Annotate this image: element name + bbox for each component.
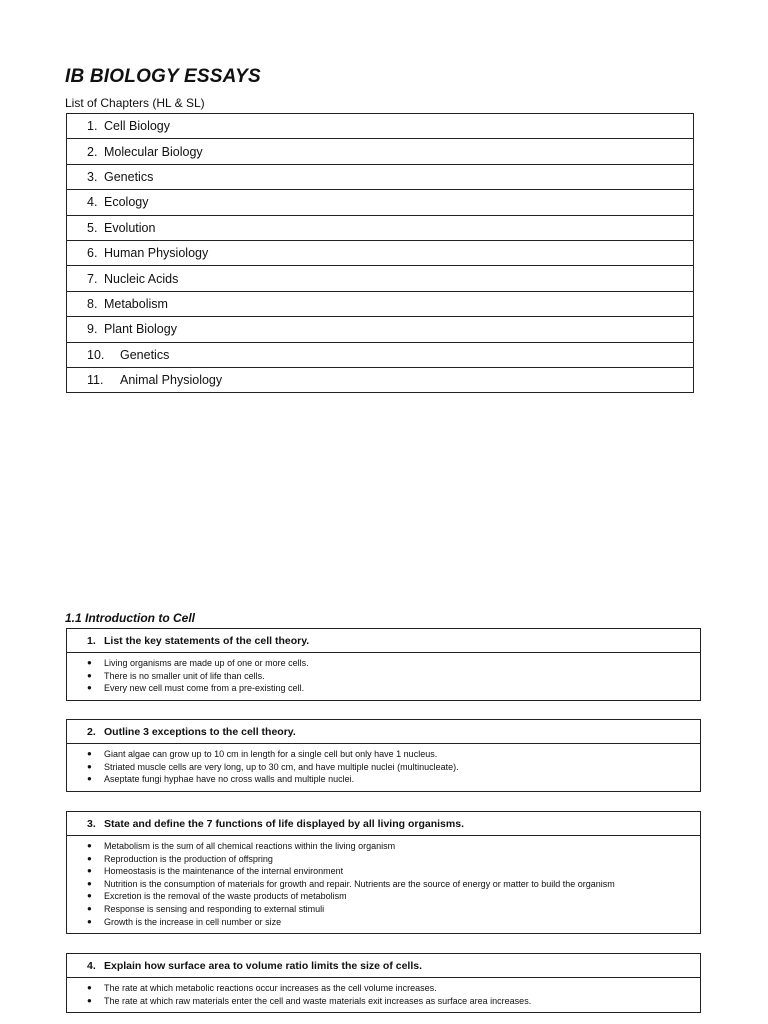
- chapter-label: Nucleic Acids: [104, 271, 179, 286]
- chapter-label: Animal Physiology: [120, 373, 223, 388]
- chapter-cell: [67, 114, 694, 139]
- question-header: [67, 812, 700, 836]
- list-item: [87, 903, 700, 916]
- chapter-row: [67, 291, 694, 316]
- chapter-label: Cell Biology: [104, 119, 171, 134]
- chapter-cell: [67, 317, 694, 342]
- list-item: [87, 657, 700, 670]
- list-item: [87, 982, 700, 995]
- answer-text: Aseptate fungi hyphae have no cross walls and multiple nuclei.: [104, 774, 355, 785]
- chapter-number: 3.: [87, 169, 98, 184]
- question-box-4: [66, 953, 701, 1013]
- question-number: 4.: [87, 959, 96, 972]
- chapter-row: [67, 215, 694, 240]
- chapter-number: 7.: [87, 271, 98, 286]
- chapter-row: [67, 240, 694, 265]
- bullet-icon: ●: [87, 891, 92, 901]
- answer-text: Every new cell must come from a pre-existing cell.: [104, 683, 305, 694]
- question-header: [67, 954, 700, 978]
- answer-text: Reproduction is the production of offspring: [104, 853, 273, 864]
- chapter-row: [67, 114, 694, 139]
- chapter-row: [67, 164, 694, 189]
- chapter-label: Molecular Biology: [104, 144, 203, 159]
- list-item: [87, 853, 700, 866]
- bullet-icon: ●: [87, 658, 92, 667]
- question-number: 1.: [87, 634, 96, 647]
- chapters-caption: List of Chapters (HL & SL): [65, 96, 205, 110]
- answer-list: [67, 978, 700, 1012]
- answer-text: Giant algae can grow up to 10 cm in length for a single cell but only have 1 nucleus.: [104, 749, 438, 759]
- bullet-icon: ●: [87, 983, 92, 992]
- answer-list: [67, 744, 700, 791]
- question-header: [67, 720, 700, 744]
- chapter-cell: [67, 240, 694, 265]
- chapter-row: [67, 266, 694, 291]
- chapter-row: [67, 342, 694, 367]
- answer-text: Homeostasis is the maintenance of the internal environment: [104, 866, 344, 877]
- chapter-label: Plant Biology: [104, 322, 177, 337]
- bullet-icon: ●: [87, 853, 92, 863]
- question-text: Outline 3 exceptions to the cell theory.: [104, 725, 296, 738]
- chapter-cell: [67, 342, 694, 367]
- chapter-cell: [67, 164, 694, 189]
- list-item: [87, 761, 700, 774]
- question-number: 3.: [87, 817, 96, 830]
- chapter-row: [67, 367, 694, 392]
- chapter-cell: [67, 215, 694, 240]
- bullet-icon: ●: [87, 761, 92, 771]
- chapter-number: 11.: [87, 373, 104, 388]
- chapter-number: 8.: [87, 296, 98, 311]
- answer-text: Nutrition is the consumption of materials for growth and repair. Nutrients are the source of energy or matter to build the organism: [104, 878, 615, 889]
- chapter-row: [67, 317, 694, 342]
- list-item: [87, 995, 700, 1008]
- chapter-number: 10.: [87, 347, 105, 362]
- page-title: IB BIOLOGY ESSAYS: [65, 66, 261, 87]
- chapter-label: Genetics: [120, 347, 170, 362]
- chapter-number: 9.: [87, 322, 98, 337]
- answer-text: There is no smaller unit of life than cells.: [104, 670, 265, 681]
- section-heading: 1.1 Introduction to Cell: [65, 611, 196, 625]
- question-number: 2.: [87, 725, 96, 738]
- answer-text: Metabolism is the sum of all chemical reactions within the living organism: [104, 841, 396, 851]
- question-box-2: [66, 719, 701, 792]
- chapter-cell: [67, 367, 694, 392]
- chapter-number: 1.: [87, 119, 98, 134]
- chapter-number: 6.: [87, 246, 98, 261]
- chapter-label: Evolution: [104, 220, 156, 235]
- answer-list: [67, 836, 700, 933]
- answer-text: Response is sensing and responding to external stimuli: [104, 903, 325, 914]
- list-item: [87, 748, 700, 761]
- bullet-icon: ●: [87, 903, 92, 913]
- question-box-3: [66, 811, 701, 934]
- answer-text: The rate at which raw materials enter the cell and waste materials exit increases as surface area increases.: [104, 995, 532, 1006]
- question-text: State and define the 7 functions of life displayed by all living organisms.: [104, 817, 464, 830]
- bullet-icon: ●: [87, 774, 92, 784]
- bullet-icon: ●: [87, 995, 92, 1005]
- list-item: [87, 916, 700, 929]
- question-header: [67, 629, 700, 653]
- answer-text: The rate at which metabolic reactions occur increases as the cell volume increases.: [104, 983, 437, 993]
- bullet-icon: ●: [87, 916, 92, 926]
- chapter-cell: [67, 139, 694, 164]
- answer-text: Growth is the increase in cell number or size: [104, 916, 282, 927]
- bullet-icon: ●: [87, 878, 92, 888]
- list-item: [87, 773, 700, 786]
- chapter-label: Genetics: [104, 169, 154, 184]
- chapter-number: 5.: [87, 220, 98, 235]
- list-item: [87, 670, 700, 683]
- chapter-number: 2.: [87, 144, 98, 159]
- list-item: [87, 840, 700, 853]
- chapters-table: [66, 113, 694, 393]
- chapter-row: [67, 190, 694, 215]
- question-text: Explain how surface area to volume ratio limits the size of cells.: [104, 959, 423, 972]
- answer-list: [67, 653, 700, 700]
- chapter-cell: [67, 291, 694, 316]
- answer-text: Excretion is the removal of the waste products of metabolism: [104, 891, 347, 902]
- answer-text: Living organisms are made up of one or more cells.: [104, 658, 309, 668]
- chapter-label: Human Physiology: [104, 246, 209, 261]
- question-text: List the key statements of the cell theory.: [104, 634, 310, 647]
- chapter-number: 4.: [87, 195, 98, 210]
- bullet-icon: ●: [87, 866, 92, 876]
- list-item: [87, 865, 700, 878]
- chapter-row: [67, 139, 694, 164]
- chapter-label: Metabolism: [104, 296, 168, 311]
- bullet-icon: ●: [87, 683, 92, 693]
- question-box-1: [66, 628, 701, 701]
- list-item: [87, 890, 700, 903]
- list-item: [87, 682, 700, 695]
- bullet-icon: ●: [87, 670, 92, 680]
- bullet-icon: ●: [87, 841, 92, 850]
- chapter-cell: [67, 190, 694, 215]
- list-item: [87, 878, 700, 891]
- bullet-icon: ●: [87, 749, 92, 758]
- answer-text: Striated muscle cells are very long, up to 30 cm, and have multiple nuclei (multinucleate).: [104, 761, 459, 772]
- chapter-cell: [67, 266, 694, 291]
- chapter-label: Ecology: [104, 195, 149, 210]
